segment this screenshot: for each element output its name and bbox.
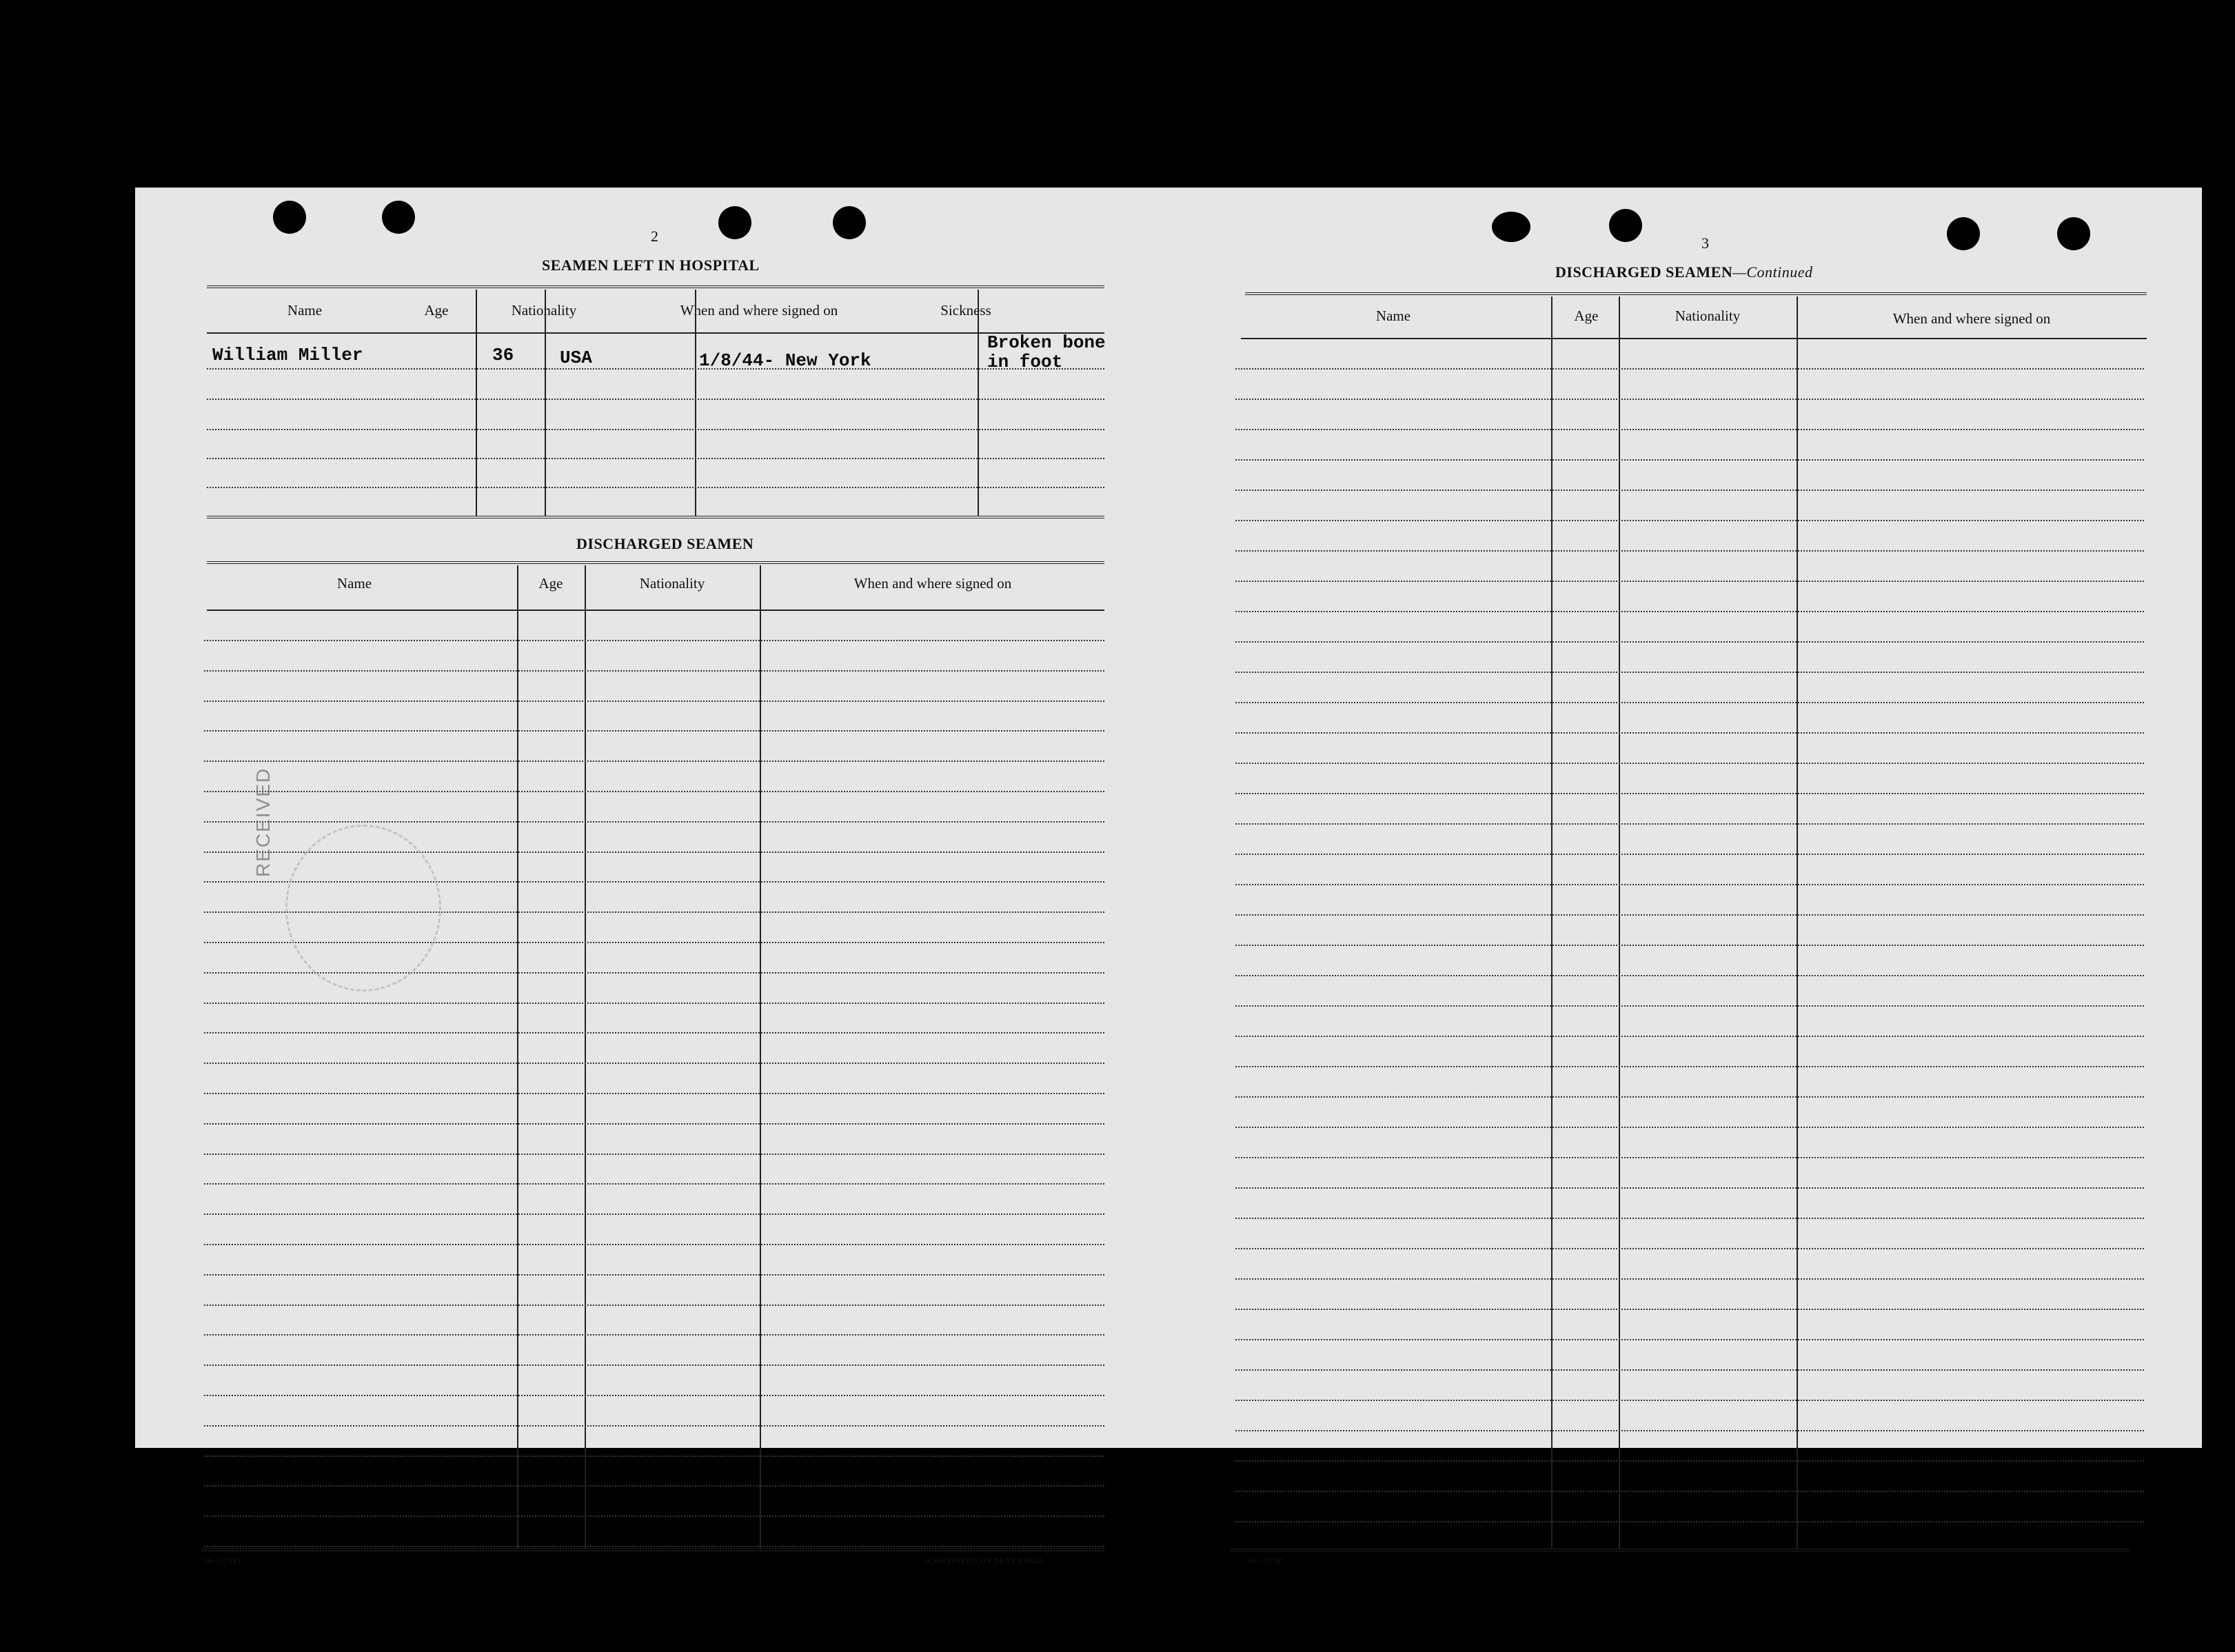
- row-rule: [1235, 793, 2144, 794]
- form-code: 16—17387: [204, 1557, 241, 1565]
- row-rule: [204, 1515, 1104, 1517]
- discharged-continued-suffix: —Continued: [1732, 263, 1813, 281]
- row-rule: [204, 1062, 1104, 1064]
- table-bottom-rule: [201, 1549, 1104, 1551]
- row-rule: [1235, 975, 2144, 976]
- column-divider: [760, 565, 761, 1549]
- row-rule: [204, 760, 1104, 762]
- column-divider: [517, 565, 518, 1549]
- header-rule: [207, 610, 1104, 611]
- col-header-signed-on: When and where signed on: [680, 302, 838, 319]
- received-stamp-mark: RECEIVED: [252, 767, 274, 877]
- hospital-row-nationality: USA: [560, 347, 592, 368]
- col-header-sickness: Sickness: [940, 302, 991, 319]
- hospital-row-signed-on: 1/8/44- New York: [699, 350, 871, 371]
- row-rule: [204, 1093, 1104, 1094]
- row-rule: [204, 1244, 1104, 1245]
- row-rule: [204, 701, 1104, 702]
- row-rule: [1235, 914, 2144, 916]
- table-top-rule: [207, 285, 1104, 288]
- col-header-name: Name: [1375, 308, 1411, 324]
- punch-hole: [2057, 217, 2090, 250]
- row-rule: [204, 1364, 1104, 1366]
- page-number: 3: [1701, 234, 1709, 252]
- punch-hole: [1947, 217, 1980, 250]
- column-divider: [1551, 296, 1553, 1549]
- row-rule: [204, 1003, 1104, 1004]
- row-rule: [204, 1123, 1104, 1125]
- row-rule: [204, 670, 1104, 672]
- discharged-section-title: DISCHARGED SEAMEN: [576, 535, 754, 552]
- table-bottom-rule: [1230, 1549, 2129, 1551]
- col-header-age: Age: [538, 575, 563, 592]
- row-rule: [204, 640, 1104, 641]
- punch-hole: [273, 201, 306, 234]
- column-divider: [476, 290, 477, 516]
- row-rule: [204, 821, 1104, 823]
- row-rule: [1235, 1278, 2144, 1280]
- row-rule: [204, 1183, 1104, 1185]
- column-divider: [545, 290, 546, 516]
- row-rule: [1235, 672, 2144, 673]
- hospital-section-title: SEAMEN LEFT IN HOSPITAL: [542, 256, 760, 274]
- table-bottom-rule: [207, 516, 1104, 518]
- row-rule: [1235, 1400, 2144, 1401]
- row-rule: [207, 429, 1104, 430]
- row-rule: [1235, 368, 2144, 370]
- column-divider: [1619, 296, 1620, 1549]
- row-rule: [1235, 1521, 2144, 1522]
- row-rule: [204, 1485, 1104, 1487]
- col-header-age: Age: [424, 302, 449, 319]
- header-rule: [1241, 338, 2147, 339]
- col-header-nationality: Nationality: [639, 575, 705, 592]
- col-header-age: Age: [1574, 308, 1599, 324]
- punch-hole: [718, 206, 751, 239]
- row-rule: [1235, 732, 2144, 734]
- row-rule: [204, 730, 1104, 732]
- col-header-nationality: Nationality: [1675, 308, 1741, 324]
- row-rule: [1235, 1005, 2144, 1007]
- row-rule: [1235, 1369, 2144, 1371]
- row-rule: [1235, 1339, 2144, 1340]
- row-rule: [1235, 854, 2144, 855]
- hospital-row-age: 36: [492, 345, 514, 365]
- row-rule: [207, 458, 1104, 459]
- row-rule: [1235, 520, 2144, 521]
- row-rule: [1235, 1309, 2144, 1310]
- col-header-name: Name: [287, 302, 323, 319]
- table-top-rule: [1245, 292, 2147, 295]
- row-rule: [204, 1395, 1104, 1396]
- column-divider: [1797, 296, 1798, 1549]
- row-rule: [1235, 1036, 2144, 1037]
- table-top-rule: [207, 561, 1104, 564]
- col-header-name: Name: [336, 575, 372, 592]
- row-rule: [1235, 945, 2144, 946]
- row-rule: [1235, 1187, 2144, 1189]
- column-divider: [978, 290, 979, 516]
- form-code: 16—17387: [1248, 1557, 1285, 1565]
- row-rule: [1235, 459, 2144, 461]
- row-rule: [204, 1305, 1104, 1306]
- header-rule: [207, 332, 1104, 334]
- row-rule: [1235, 611, 2144, 612]
- row-rule: [1235, 1491, 2144, 1492]
- row-rule: [1235, 884, 2144, 885]
- row-rule: [1235, 429, 2144, 430]
- form-sheet: [135, 188, 2202, 1565]
- row-rule: [204, 1213, 1104, 1215]
- row-rule: [207, 399, 1104, 400]
- col-header-signed-on: When and where signed on: [853, 575, 1012, 592]
- row-rule: [1235, 702, 2144, 703]
- row-rule: [207, 368, 1104, 370]
- row-rule: [1235, 1157, 2144, 1158]
- row-rule: [207, 487, 1104, 488]
- row-rule: [204, 1546, 1104, 1547]
- row-rule: [1235, 763, 2144, 764]
- punch-hole: [1609, 209, 1642, 242]
- column-divider: [695, 290, 696, 516]
- row-rule: [204, 1032, 1104, 1034]
- row-rule: [204, 791, 1104, 792]
- row-rule: [1235, 1460, 2144, 1462]
- row-rule: [1235, 641, 2144, 643]
- row-rule: [1235, 1066, 2144, 1067]
- column-divider: [585, 565, 586, 1549]
- row-rule: [1235, 823, 2144, 825]
- page-number: 2: [651, 228, 658, 245]
- punch-hole: [1492, 212, 1530, 242]
- row-rule: [204, 1334, 1104, 1336]
- row-rule: [204, 1274, 1104, 1276]
- col-header-signed-on: When and where signed on: [1892, 310, 2051, 327]
- hospital-row-sickness-line2: in foot: [987, 352, 1063, 372]
- col-header-nationality: Nationality: [511, 302, 577, 319]
- continued-note: [CONTINUED ON NEXT PAGE]: [925, 1557, 1044, 1565]
- hospital-row-name: William Miller: [212, 345, 363, 365]
- row-rule: [1235, 490, 2144, 491]
- hospital-row-sickness-line1: Broken bone: [987, 332, 1106, 353]
- received-stamp: [285, 825, 441, 991]
- row-rule: [1235, 581, 2144, 582]
- discharged-continued-title-main: DISCHARGED SEAMEN: [1555, 263, 1733, 281]
- row-rule: [1235, 1218, 2144, 1219]
- punch-hole: [833, 206, 866, 239]
- row-rule: [204, 1154, 1104, 1155]
- row-rule: [204, 1455, 1104, 1457]
- row-rule: [1235, 1430, 2144, 1431]
- row-rule: [1235, 1127, 2144, 1128]
- row-rule: [1235, 1248, 2144, 1249]
- row-rule: [1235, 550, 2144, 552]
- discharged-continued-title: [1555, 263, 1813, 281]
- row-rule: [204, 1425, 1104, 1427]
- punch-hole: [382, 201, 415, 234]
- row-rule: [1235, 1096, 2144, 1098]
- row-rule: [1235, 399, 2144, 400]
